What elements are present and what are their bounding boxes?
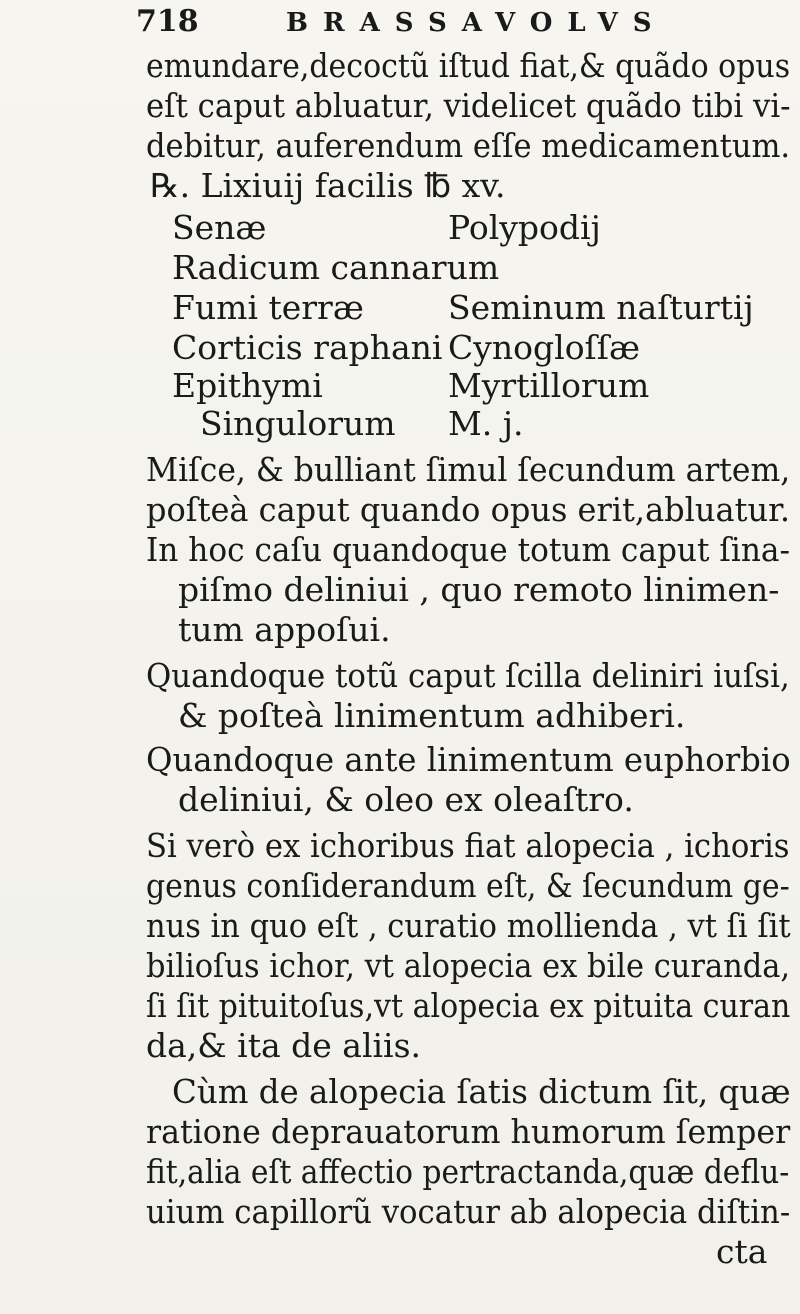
text-line: In hoc caſu quandoque totum caput ſina- — [146, 530, 791, 569]
ingredient: Radicum cannarum — [172, 248, 500, 287]
ingredient: Seminum naſturtij — [448, 288, 754, 327]
text-line: fit,alia eſt affectio pertractanda,quæ deflu- — [146, 1152, 790, 1191]
text-line: tum appoſui. — [178, 610, 391, 649]
text-line: Si verò ex ichoribus fiat alopecia , ichoris — [146, 826, 790, 865]
text-line: eſt caput abluatur, videlicet quãdo tibi vi- — [146, 86, 791, 125]
text-line: genus conſiderandum eſt, & ſecundum ge- — [146, 866, 790, 905]
page-number: 718 — [136, 4, 199, 39]
ingredient: Fumi terræ — [172, 288, 364, 327]
ingredient: Polypodij — [448, 208, 601, 247]
text-line: poſteà caput quando opus erit,abluatur. — [146, 490, 791, 529]
ingredient: Senæ — [172, 208, 267, 247]
text-line: ſi ſit pituitoſus,vt alopecia ex pituita curan — [146, 986, 791, 1025]
text-line: nus in quo eſt , curatio mollienda , vt ſi ſit — [146, 906, 791, 945]
dosage: M. j. — [448, 404, 524, 443]
text-line: Miſce, & bulliant ſimul ſecundum artem, — [146, 450, 791, 489]
ingredient-summary: Singulorum — [200, 404, 396, 443]
text-line: bilioſus ichor, vt alopecia ex bile curanda, — [146, 946, 791, 985]
text-line: Quandoque ante linimentum euphorbio — [146, 740, 791, 779]
ingredient: Epithymi — [172, 366, 323, 405]
running-head — [136, 4, 667, 39]
text-line: uium capillorũ vocatur ab alopecia diſtin- — [146, 1192, 791, 1231]
recipe-heading: ℞. Lixiuij facilis ℔ xv. — [150, 166, 506, 205]
text-line: piſmo deliniui , quo remoto linimen- — [178, 570, 780, 609]
ingredient: Myrtillorum — [448, 366, 650, 405]
text-line: & poſteà linimentum adhiberi. — [178, 696, 686, 735]
text-line: emundare,decoctũ iſtud fiat,& quãdo opus — [146, 46, 791, 85]
ingredient: Corticis raphani — [172, 328, 443, 367]
text-line: deliniui, & oleo ex oleaſtro. — [178, 780, 634, 819]
text-line: Cùm de alopecia ſatis dictum ſit, quæ — [172, 1072, 791, 1111]
text-line: Quandoque totũ caput ſcilla deliniri iuſsi, — [146, 656, 790, 695]
running-title: BRASSAVOLVS — [286, 8, 667, 38]
catchword: cta — [716, 1232, 768, 1271]
text-line: da,& ita de aliis. — [146, 1026, 422, 1065]
text-line: ratione deprauatorum humorum ſemper — [146, 1112, 791, 1151]
ingredient: Cynogloſſæ — [448, 328, 641, 367]
text-line: debitur, auferendum eſſe medicamentum. — [146, 126, 791, 165]
